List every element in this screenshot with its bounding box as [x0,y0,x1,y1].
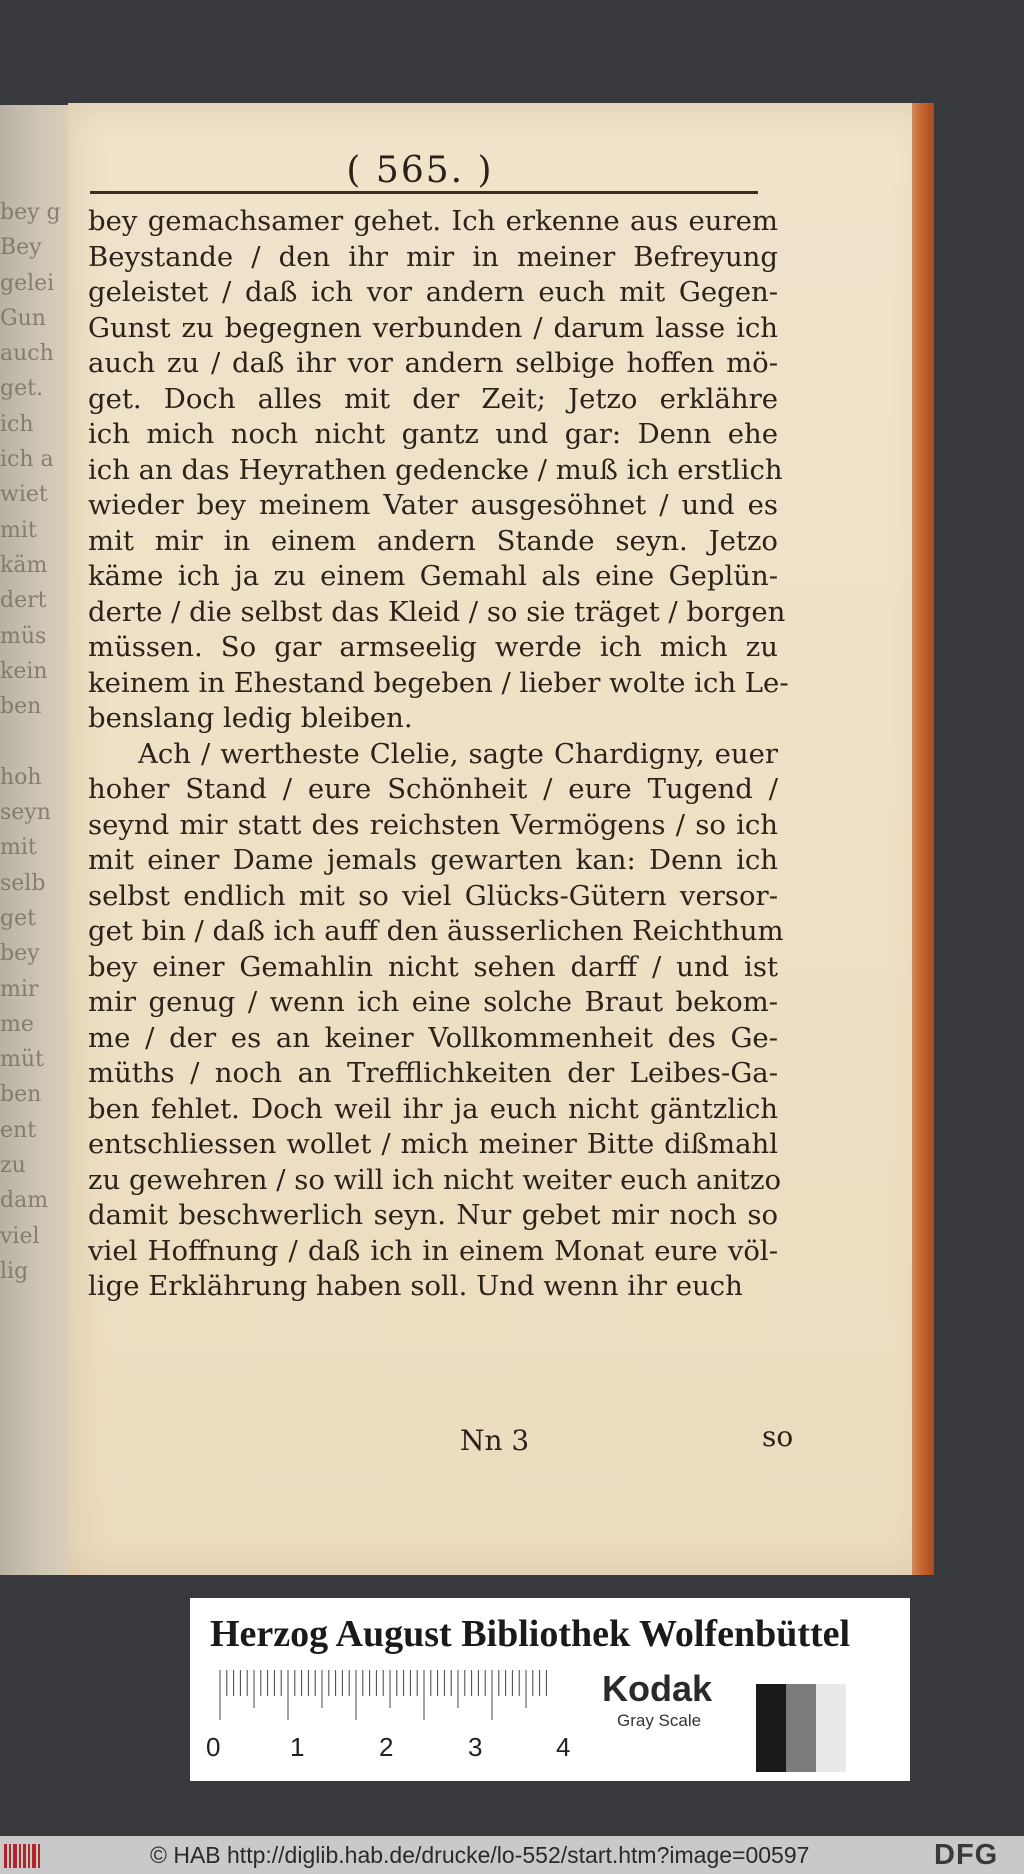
text-line: Beystande / den ihr mir in meiner Befreyung [88,240,778,273]
text-line: viel Hoffnung / daß ich in einem Monat eure völ- [88,1234,778,1267]
page-number: ( 565. ) [346,150,494,191]
text-line: zu gewehren / so will ich nicht weiter euch anitzo [88,1163,782,1196]
text-line: Ach / wertheste Clelie, sagte Chardigny, euer [138,737,778,770]
text-line: ben fehlet. Doch weil ihr ja euch nicht gäntzlich [88,1092,778,1125]
text-line: damit beschwerlich seyn. Nur gebet mir noch so [88,1199,778,1231]
text-line: derte / die selbst das Kleid / so sie träget / borgen [88,595,786,628]
text-line: get. Doch alles mit der Zeit; Jetzo erklähre [88,382,778,415]
header-rule [90,191,758,194]
text-line: müssen. So gar armseelig werde ich mich zu [88,631,778,663]
kodak-logo: Kodak [602,1668,713,1709]
text-line: benslang ledig bleiben. [88,702,413,734]
text-line: selbst endlich mit so viel Glücks-Gütern versor- [88,879,778,912]
text-line: hoher Stand / eure Schönheit / eure Tugend / [88,773,778,805]
gray-swatch-mid [786,1684,816,1772]
library-label-card [190,1598,910,1781]
text-line: wieder bey meinem Vater ausgesöhnet / und es [88,489,778,521]
source-link[interactable]: © HAB http://diglib.hab.de/drucke/lo-552/start.htm?image=00597 [150,1842,810,1868]
text-line: auch zu / daß ihr vor andern selbige hoffen mö- [88,347,778,379]
text-line: mit einer Dame jemals gewarten kan: Denn ich [88,844,778,876]
text-line: geleistet / daß ich vor andern euch mit Gegen- [88,276,778,308]
text-line: mir genug / wenn ich eine solche Braut bekom- [88,986,778,1018]
dfg-logo: DFG [934,1839,999,1871]
signature-mark: Nn 3 [460,1424,530,1457]
ruler-number-2: 2 [379,1732,394,1762]
ruler-number-3: 3 [468,1732,483,1762]
text-line: ich mich noch nicht gantz und gar: Denn ehe [88,418,778,450]
hab-barcode-icon [4,1844,44,1868]
footer-bar [0,1836,1024,1874]
ruler-number-1: 1 [290,1732,305,1762]
text-line: keinem in Ehestand begeben / lieber wolte ich Le- [88,666,789,699]
left-page-text-fragments: bey g Bey gelei Gun auch get. ich ich a wiet mit käm dert müs kein ben hoh seyn mit selb get bey mir me müt ben ent zu dam viel lig [0,200,61,1284]
text-line: käme ich ja zu einem Gemahl als eine Geplün- [88,560,778,592]
text-line: seynd mir statt des reichsten Vermögens / so ich [88,808,778,841]
text-line: entschliessen wollet / mich meiner Bitte dißmahl [88,1128,778,1160]
ruler-number-0: 0 [206,1732,221,1762]
gray-swatch-black [756,1684,786,1772]
text-line: lige Erklährung haben soll. Und wenn ihr euch [88,1270,743,1302]
text-line: ich an das Heyrathen gedencke / muß ich erstlich [88,453,783,486]
text-line: mit mir in einem andern Stande seyn. Jetzo [88,524,778,557]
text-line: müths / noch an Trefflichkeiten der Leibes-Ga- [88,1057,778,1089]
gray-swatch-white [816,1684,846,1772]
left-page-edge [0,105,70,1575]
catchword: so [762,1420,794,1453]
ruler-scale [210,1670,570,1725]
page-edge-red [912,103,934,1575]
text-line: bey gemachsamer gehet. Ich erkenne aus eurem [88,205,778,237]
ruler-number-4: 4 [556,1732,571,1762]
text-line: me / der es an keiner Vollkommenheit des Ge- [88,1021,778,1054]
library-name: Herzog August Bibliothek Wolfenbüttel [210,1613,851,1655]
page-body-text [88,204,789,1305]
gray-scale-label: Gray Scale [617,1711,702,1730]
text-line: bey einer Gemahlin nicht sehen darff / und ist [88,950,778,983]
text-line: get bin / daß ich auff den äusserlichen Reichthum [88,915,784,947]
text-line: Gunst zu begegnen verbunden / darum lasse ich [88,311,778,344]
